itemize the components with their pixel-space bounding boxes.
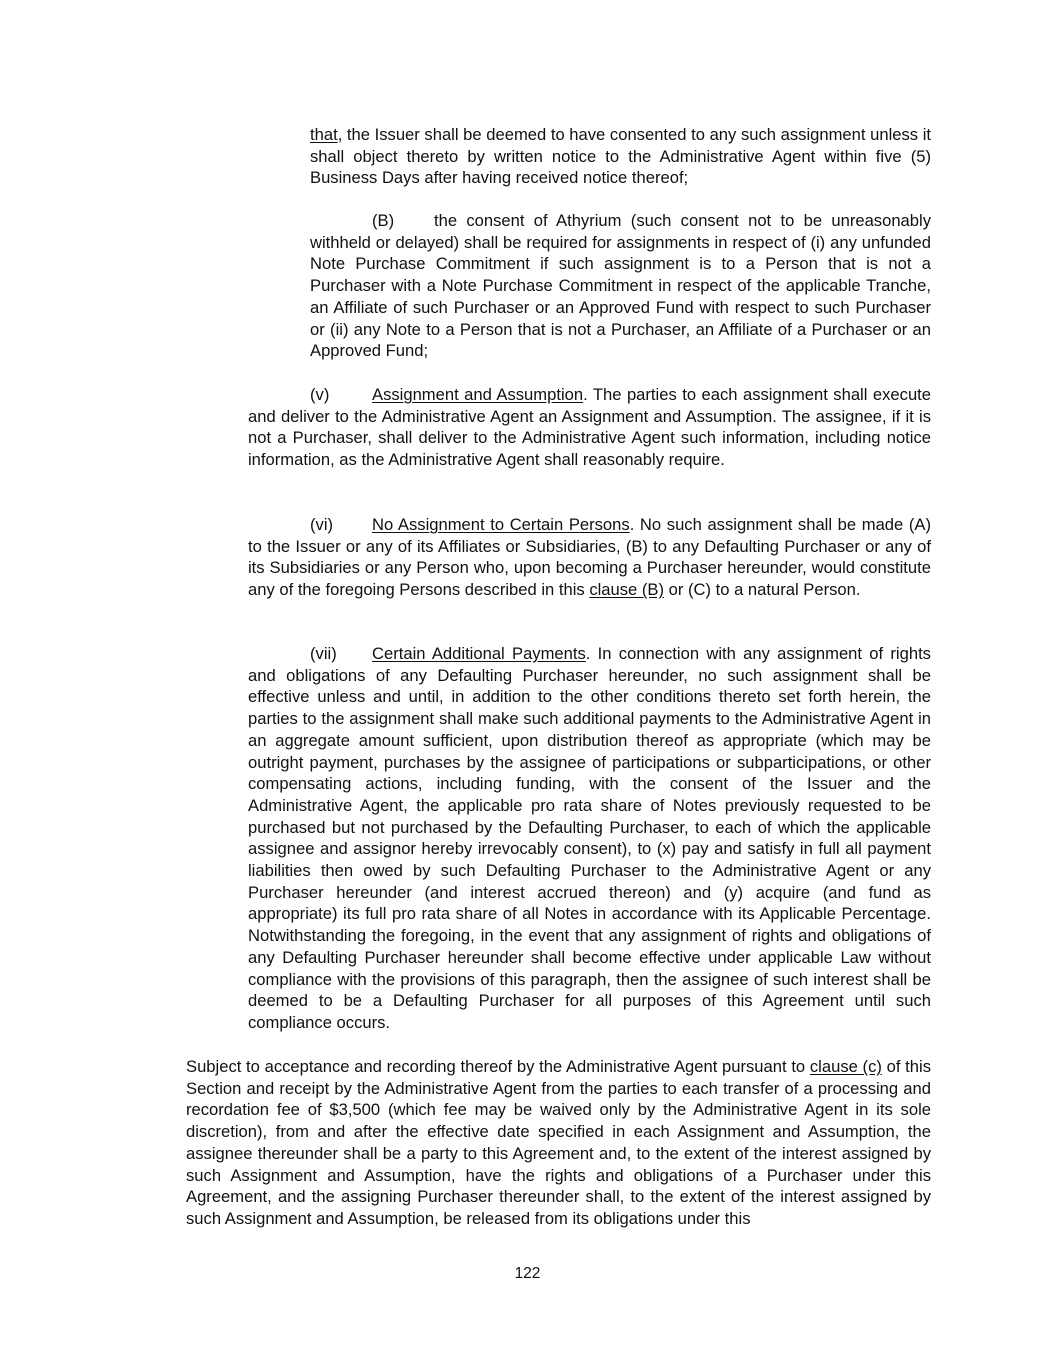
clause-b-text: the consent of Athyrium (such consent not to be unreasonably withheld or delayed) shall be required for assignments in respect of (i) any unfunded Note Purchase Commitment if such assignment is to a Person that is not a Purchaser with a Note Purchase Commitment in respect of the applicable Tranche, an Affiliate of such Purchaser or an Approved Fund with respect to such Purchaser or (ii) any Note to a Person that is not a Purchaser, an Affiliate of a Purchaser or an Approved Fund; bbox=[310, 211, 931, 361]
closing-text-after: of this Section and receipt by the Administrative Agent from the parties to each transfer of a processing and recordation fee of $3,500 (which fee may be waived only by the Administrative Agent in its sole discretion), from and after the effective date specified in each Assignment and Assumption, the assignee thereunder shall be a party to this Agreement and, to the extent of the interest assigned by such Assignment and Assumption, have the rights and obligations of a Purchaser under this Agreement, and the assigning Purchaser thereunder shall, to the extent of the interest assigned by such Assignment and Assumption, be released from its obligations under this bbox=[186, 1057, 931, 1228]
continuation-text: , the Issuer shall be deemed to have consented to any such assignment unless it shall object thereto by written notice to the Administrative Agent within five (5) Business Days after having received notice thereof; bbox=[310, 125, 931, 188]
clause-b-paragraph bbox=[310, 210, 931, 362]
section-vi-marker: (vi) bbox=[310, 515, 334, 534]
section-vii-marker: (vii) bbox=[310, 644, 337, 663]
section-vi-text-after: or (C) to a natural Person. bbox=[664, 580, 861, 600]
closing-paragraph bbox=[186, 1056, 931, 1230]
section-vii-heading: Certain Additional Payments bbox=[372, 644, 586, 663]
section-v-heading: Assignment and Assumption bbox=[372, 385, 584, 404]
section-v-text: . The parties to each assignment shall execute and deliver to the Administrative Agent an Assignment and Assumption. The assignee, if it is not a Purchaser, shall deliver to the Administrative Agent such information, including notice information, as the Administrative Agent shall reasonably require. bbox=[248, 385, 932, 470]
section-vi-paragraph bbox=[248, 514, 931, 601]
page-number: 122 bbox=[514, 1265, 541, 1282]
section-vii-paragraph bbox=[248, 643, 931, 1034]
closing-clause-ref: clause (c) bbox=[809, 1057, 882, 1076]
closing-text-before: Subject to acceptance and recording thereof by the Administrative Agent pursuant to bbox=[186, 1057, 810, 1076]
section-vi-heading: No Assignment to Certain Persons bbox=[372, 515, 630, 534]
section-vi-text-before: . No such assignment shall be made (A) to the Issuer or any of its Affiliates or Subsidiaries, (B) to any Defaulting Purchaser or any of its Subsidiaries or any Person who, upon becoming a Purchaser hereunder, would constitute any of the foregoing Persons described in this bbox=[248, 515, 932, 600]
section-vi-clause-ref: clause (B) bbox=[589, 580, 665, 600]
section-v-paragraph bbox=[248, 384, 931, 471]
continuation-paragraph bbox=[310, 124, 931, 189]
lead-underlined-word: that bbox=[310, 125, 338, 144]
clause-b-marker: (B) bbox=[372, 211, 395, 230]
section-vii-text: . In connection with any assignment of rights and obligations of any Defaulting Purchaser hereunder, no such assignment shall be effective unless and until, in addition to the other conditions thereto set forth herein, the parties to the assignment shall make such additional payments to the Administrative Agent in an aggregate amount sufficient, upon distribution thereof as appropriate (which may be outright payment, purchases by the assignee of participations or subparticipations, or other compensating actions, including funding, with the consent of the Issuer and the Administrative Agent, the applicable pro rata share of Notes previously requested to be purchased but not purchased by the Defaulting Purchaser, to each of which the applicable assignee and assignor hereby irrevocably consent), to (x) pay and satisfy in full all payment liabilities then owed by such Defaulting Purchaser to the Administrative Agent or any Purchaser hereunder (and interest accrued thereon) and (y) acquire (and fund as appropriate) its full pro rata share of all Notes in accordance with its Applicable Percentage. Notwithstanding the foregoing, in the event that any assignment of rights and obligations of any Defaulting Purchaser hereunder shall become effective under applicable Law without compliance with the provisions of this paragraph, then the assignee of such interest shall be deemed to be a Defaulting Purchaser for all purposes of this Agreement until such compliance occurs. bbox=[248, 644, 931, 1032]
section-v-marker: (v) bbox=[310, 385, 330, 404]
